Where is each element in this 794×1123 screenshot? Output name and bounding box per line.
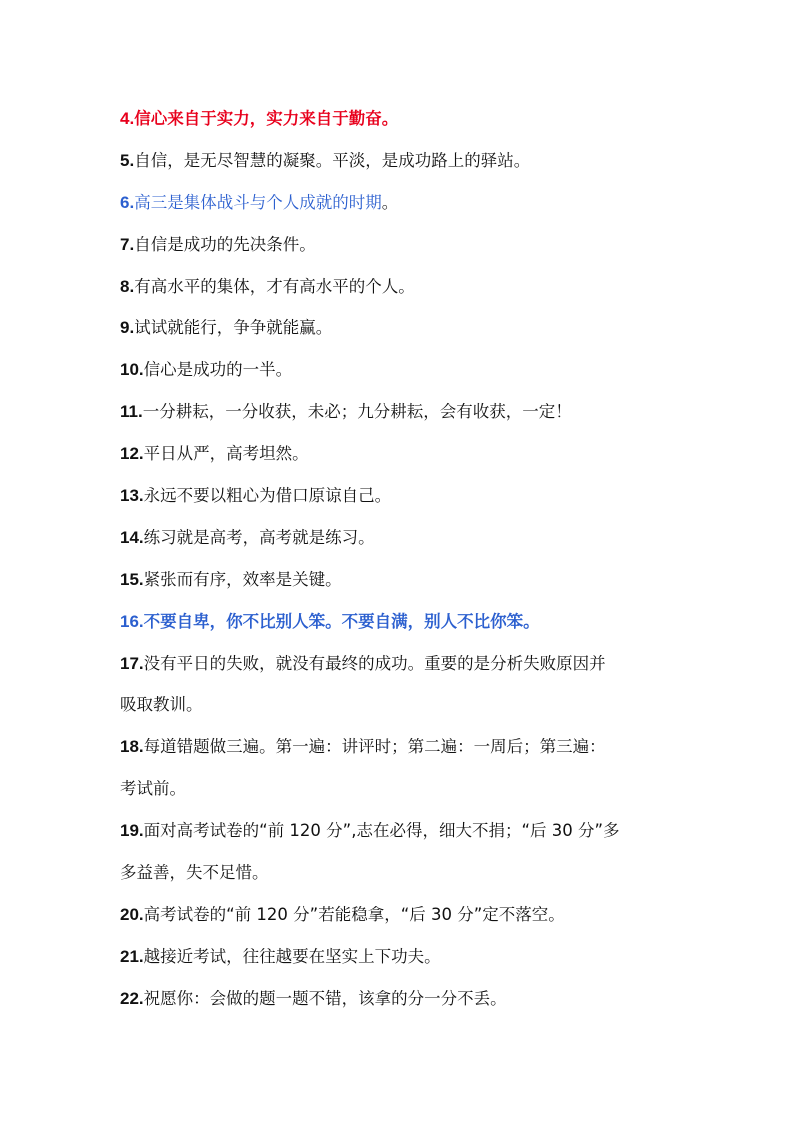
item-number: 19.	[120, 821, 144, 841]
list-item-6	[120, 182, 720, 224]
list-item-14	[120, 517, 720, 559]
list-item-15	[120, 559, 720, 601]
item-text: 每道错题做三遍。第一遍：讲评时；第二遍：一周后；第三遍：	[143, 737, 606, 757]
item-text: 一分耕耘，一分收获，未必；九分耕耘，会有收获，一定！	[142, 402, 572, 422]
list-item-10	[120, 349, 720, 391]
item-number: 17.	[120, 653, 144, 673]
item-text: 练习就是高考，高考就是练习。	[143, 527, 375, 547]
item-text: 越接近考试，往往越要在坚实上下功夫。	[143, 946, 441, 966]
list-item-12	[120, 433, 720, 475]
item-number: 8.	[120, 276, 135, 296]
item-number: 16.	[120, 611, 144, 631]
item-text: 不要自卑，你不比别人笨。不要自满，别人不比你笨。	[143, 611, 540, 631]
item-number: 11.	[120, 402, 143, 422]
item-number: 6.	[120, 192, 135, 212]
item-number: 7.	[120, 234, 135, 254]
list-item-19	[120, 810, 720, 852]
item-number: 18.	[120, 737, 144, 757]
list-item-7	[120, 224, 720, 266]
list-item-17	[120, 643, 720, 685]
item-number: 22.	[120, 988, 144, 1008]
item-number: 12.	[120, 444, 144, 464]
item-text: 自信，是无尽智慧的凝聚。平淡，是成功路上的驿站。	[134, 150, 531, 170]
item-text-continuation: 吸取教训。	[120, 695, 203, 715]
item-number: 10.	[120, 360, 144, 380]
item-text: 自信是成功的先决条件。	[134, 234, 316, 254]
item-text-continuation: 多益善，失不足惜。	[120, 863, 269, 883]
item-text: 高三是集体战斗与个人成就的时期	[134, 192, 382, 212]
list-item-9	[120, 307, 720, 349]
item-number: 15.	[120, 569, 144, 589]
item-text: 没有平日的失败，就没有最终的成功。重要的是分析失败原因并	[143, 653, 606, 673]
list-item-4	[120, 98, 720, 140]
item-text: 永远不要以粗心为借口原谅自己。	[143, 486, 392, 506]
item-number: 9.	[120, 318, 135, 338]
item-text-continuation: 考试前。	[120, 779, 186, 799]
item-number: 5.	[120, 150, 135, 170]
item-text: 试试就能行，争争就能赢。	[134, 318, 333, 338]
item-text: 信心是成功的一半。	[143, 360, 293, 380]
item-text: 祝愿你：会做的题一题不错，该拿的分一分不丢。	[143, 988, 507, 1008]
item-text: 信心来自于实力，实力来自于勤奋。	[134, 109, 399, 128]
item-text: 面对高考试卷的“前 120 分”,志在必得，细大不捐；“后 30 分”多	[143, 821, 620, 841]
item-number: 20.	[120, 904, 144, 924]
list-item-18-continuation	[120, 768, 720, 810]
item-text-tail: 。	[381, 192, 399, 212]
item-number: 14.	[120, 527, 144, 547]
item-number: 4.	[120, 109, 135, 128]
list-item-20	[120, 894, 720, 936]
motto-list	[120, 98, 720, 1020]
item-number: 13.	[120, 486, 144, 506]
list-item-16	[120, 601, 720, 643]
item-text: 平日从严，高考坦然。	[143, 444, 309, 464]
list-item-13	[120, 475, 720, 517]
list-item-22	[120, 978, 720, 1020]
list-item-8	[120, 266, 720, 308]
item-text: 紧张而有序，效率是关键。	[143, 569, 342, 589]
item-text: 有高水平的集体，才有高水平的个人。	[134, 276, 415, 296]
list-item-11	[120, 391, 720, 433]
list-item-18	[120, 726, 720, 768]
list-item-17-continuation	[120, 684, 720, 726]
list-item-21	[120, 936, 720, 978]
list-item-5	[120, 140, 720, 182]
item-text: 高考试卷的“前 120 分”若能稳拿，“后 30 分”定不落空。	[143, 904, 565, 924]
item-number: 21.	[120, 946, 144, 966]
list-item-19-continuation	[120, 852, 720, 894]
